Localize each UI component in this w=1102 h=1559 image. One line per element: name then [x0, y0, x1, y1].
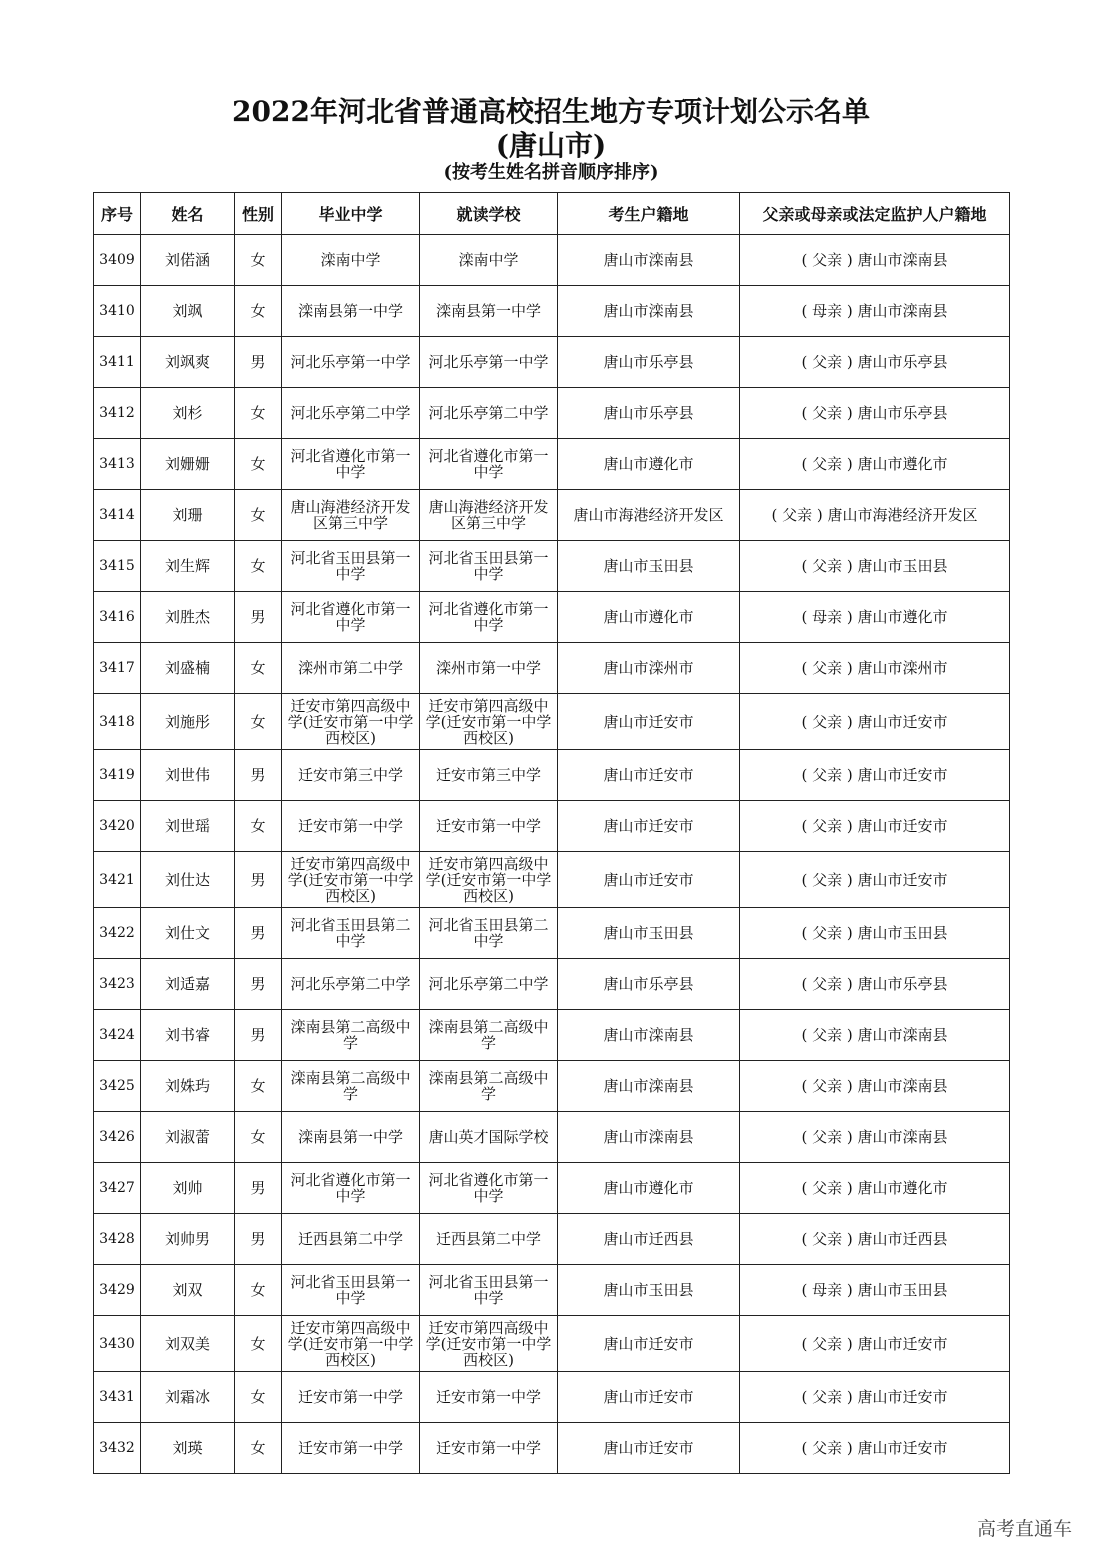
cell-name: 刘瑛 — [141, 1423, 235, 1474]
cell-gender: 女 — [235, 1265, 282, 1316]
cell-current-school: 迁安市第一中学 — [420, 801, 558, 852]
cell-gender: 男 — [235, 852, 282, 908]
table-row — [94, 1112, 1010, 1163]
cell-student-hukou: 唐山市滦南县 — [558, 1010, 740, 1061]
cell-name: 刘施彤 — [141, 694, 235, 750]
table-row — [94, 959, 1010, 1010]
cell-name: 刘帅男 — [141, 1214, 235, 1265]
table-row — [94, 592, 1010, 643]
watermark: 高考直通车 — [976, 1518, 1072, 1540]
column-header-current-school: 就读学校 — [420, 193, 558, 235]
cell-current-school: 河北乐亭第二中学 — [420, 959, 558, 1010]
cell-seq: 3412 — [94, 388, 141, 439]
cell-student-hukou: 唐山市迁安市 — [558, 801, 740, 852]
cell-parent-hukou: ( 父亲 ) 唐山市迁安市 — [740, 1316, 1010, 1372]
cell-name: 刘书睿 — [141, 1010, 235, 1061]
cell-seq: 3410 — [94, 286, 141, 337]
cell-current-school: 河北省遵化市第一中学 — [420, 439, 558, 490]
cell-name: 刘胜杰 — [141, 592, 235, 643]
cell-gender: 男 — [235, 908, 282, 959]
table-row — [94, 235, 1010, 286]
cell-seq: 3432 — [94, 1423, 141, 1474]
table-row — [94, 1372, 1010, 1423]
cell-graduation-school: 迁安市第四高级中学(迁安市第一中学西校区) — [282, 1316, 420, 1372]
cell-graduation-school: 河北乐亭第二中学 — [282, 959, 420, 1010]
cell-student-hukou: 唐山市乐亭县 — [558, 337, 740, 388]
cell-gender: 男 — [235, 337, 282, 388]
cell-current-school: 迁安市第四高级中学(迁安市第一中学西校区) — [420, 852, 558, 908]
cell-gender: 女 — [235, 1061, 282, 1112]
cell-name: 刘珊 — [141, 490, 235, 541]
cell-gender: 女 — [235, 235, 282, 286]
cell-name: 刘仕达 — [141, 852, 235, 908]
cell-graduation-school: 河北乐亭第二中学 — [282, 388, 420, 439]
cell-parent-hukou: ( 父亲 ) 唐山市遵化市 — [740, 439, 1010, 490]
table-row — [94, 694, 1010, 750]
cell-parent-hukou: ( 父亲 ) 唐山市迁安市 — [740, 801, 1010, 852]
cell-current-school: 滦南中学 — [420, 235, 558, 286]
table-row — [94, 643, 1010, 694]
table-row — [94, 1316, 1010, 1372]
cell-current-school: 滦南县第二高级中学 — [420, 1010, 558, 1061]
table-row — [94, 286, 1010, 337]
table-row — [94, 388, 1010, 439]
cell-student-hukou: 唐山市滦南县 — [558, 1112, 740, 1163]
cell-student-hukou: 唐山市玉田县 — [558, 908, 740, 959]
cell-parent-hukou: ( 父亲 ) 唐山市乐亭县 — [740, 337, 1010, 388]
column-header-name: 姓名 — [141, 193, 235, 235]
cell-graduation-school: 迁安市第一中学 — [282, 1423, 420, 1474]
cell-seq: 3421 — [94, 852, 141, 908]
cell-graduation-school: 迁安市第一中学 — [282, 801, 420, 852]
cell-gender: 女 — [235, 1112, 282, 1163]
cell-name: 刘姗姗 — [141, 439, 235, 490]
cell-name: 刘世瑶 — [141, 801, 235, 852]
column-header-seq: 序号 — [94, 193, 141, 235]
cell-gender: 男 — [235, 1010, 282, 1061]
cell-student-hukou: 唐山市迁安市 — [558, 694, 740, 750]
cell-parent-hukou: ( 父亲 ) 唐山市迁安市 — [740, 1423, 1010, 1474]
cell-current-school: 迁安市第四高级中学(迁安市第一中学西校区) — [420, 1316, 558, 1372]
table-row — [94, 750, 1010, 801]
table-row — [94, 852, 1010, 908]
cell-seq: 3428 — [94, 1214, 141, 1265]
cell-parent-hukou: ( 父亲 ) 唐山市迁西县 — [740, 1214, 1010, 1265]
cell-current-school: 河北乐亭第二中学 — [420, 388, 558, 439]
cell-current-school: 滦南县第一中学 — [420, 286, 558, 337]
cell-student-hukou: 唐山市迁安市 — [558, 852, 740, 908]
cell-parent-hukou: ( 母亲 ) 唐山市玉田县 — [740, 1265, 1010, 1316]
cell-parent-hukou: ( 父亲 ) 唐山市乐亭县 — [740, 388, 1010, 439]
cell-current-school: 唐山海港经济开发区第三中学 — [420, 490, 558, 541]
cell-seq: 3418 — [94, 694, 141, 750]
cell-graduation-school: 迁安市第四高级中学(迁安市第一中学西校区) — [282, 694, 420, 750]
table-row — [94, 1061, 1010, 1112]
cell-current-school: 河北乐亭第一中学 — [420, 337, 558, 388]
cell-student-hukou: 唐山市迁西县 — [558, 1214, 740, 1265]
cell-graduation-school: 河北省遵化市第一中学 — [282, 592, 420, 643]
cell-name: 刘适嘉 — [141, 959, 235, 1010]
table-row — [94, 1163, 1010, 1214]
cell-student-hukou: 唐山市海港经济开发区 — [558, 490, 740, 541]
cell-current-school: 迁安市第一中学 — [420, 1372, 558, 1423]
cell-gender: 男 — [235, 750, 282, 801]
cell-name: 刘霜冰 — [141, 1372, 235, 1423]
cell-gender: 女 — [235, 388, 282, 439]
cell-student-hukou: 唐山市滦南县 — [558, 235, 740, 286]
cell-graduation-school: 迁西县第二中学 — [282, 1214, 420, 1265]
table-row — [94, 337, 1010, 388]
table-row — [94, 801, 1010, 852]
cell-gender: 女 — [235, 439, 282, 490]
table-row — [94, 541, 1010, 592]
cell-seq: 3429 — [94, 1265, 141, 1316]
cell-name: 刘世伟 — [141, 750, 235, 801]
cell-student-hukou: 唐山市玉田县 — [558, 1265, 740, 1316]
cell-student-hukou: 唐山市滦州市 — [558, 643, 740, 694]
cell-graduation-school: 滦南县第二高级中学 — [282, 1010, 420, 1061]
cell-name: 刘姝玙 — [141, 1061, 235, 1112]
column-header-gender: 性别 — [235, 193, 282, 235]
cell-graduation-school: 河北省遵化市第一中学 — [282, 439, 420, 490]
column-header-graduation-school: 毕业中学 — [282, 193, 420, 235]
cell-gender: 男 — [235, 592, 282, 643]
table-row — [94, 1214, 1010, 1265]
cell-gender: 女 — [235, 643, 282, 694]
column-header-parent-hukou: 父亲或母亲或法定监护人户籍地 — [740, 193, 1010, 235]
cell-gender: 女 — [235, 286, 282, 337]
cell-seq: 3417 — [94, 643, 141, 694]
cell-current-school: 迁安市第四高级中学(迁安市第一中学西校区) — [420, 694, 558, 750]
table-row — [94, 490, 1010, 541]
cell-parent-hukou: ( 父亲 ) 唐山市滦南县 — [740, 1112, 1010, 1163]
sort-note: (按考生姓名拼音顺序排序) — [443, 162, 659, 183]
cell-student-hukou: 唐山市迁安市 — [558, 750, 740, 801]
cell-current-school: 河北省玉田县第一中学 — [420, 1265, 558, 1316]
cell-seq: 3415 — [94, 541, 141, 592]
cell-parent-hukou: ( 父亲 ) 唐山市迁安市 — [740, 750, 1010, 801]
cell-gender: 女 — [235, 1423, 282, 1474]
column-header-student-hukou: 考生户籍地 — [558, 193, 740, 235]
cell-graduation-school: 滦南县第一中学 — [282, 1112, 420, 1163]
cell-gender: 女 — [235, 1316, 282, 1372]
cell-parent-hukou: ( 父亲 ) 唐山市迁安市 — [740, 694, 1010, 750]
page-title: 2022年河北省普通高校招生地方专项计划公示名单 — [232, 95, 870, 128]
cell-name: 刘盛楠 — [141, 643, 235, 694]
cell-current-school: 河北省玉田县第一中学 — [420, 541, 558, 592]
cell-student-hukou: 唐山市滦南县 — [558, 286, 740, 337]
cell-gender: 女 — [235, 490, 282, 541]
cell-name: 刘杉 — [141, 388, 235, 439]
cell-graduation-school: 滦南县第二高级中学 — [282, 1061, 420, 1112]
cell-gender: 女 — [235, 1372, 282, 1423]
cell-name: 刘双美 — [141, 1316, 235, 1372]
cell-graduation-school: 滦南县第一中学 — [282, 286, 420, 337]
table-row — [94, 1265, 1010, 1316]
cell-seq: 3426 — [94, 1112, 141, 1163]
table-row — [94, 1423, 1010, 1474]
cell-graduation-school: 迁安市第一中学 — [282, 1372, 420, 1423]
cell-parent-hukou: ( 母亲 ) 唐山市滦南县 — [740, 286, 1010, 337]
table-row — [94, 439, 1010, 490]
cell-seq: 3416 — [94, 592, 141, 643]
cell-current-school: 滦南县第二高级中学 — [420, 1061, 558, 1112]
cell-parent-hukou: ( 母亲 ) 唐山市遵化市 — [740, 592, 1010, 643]
cell-parent-hukou: ( 父亲 ) 唐山市乐亭县 — [740, 959, 1010, 1010]
cell-student-hukou: 唐山市乐亭县 — [558, 959, 740, 1010]
cell-graduation-school: 河北省玉田县第一中学 — [282, 541, 420, 592]
table-header-row — [94, 193, 1010, 235]
cell-current-school: 迁安市第三中学 — [420, 750, 558, 801]
cell-current-school: 迁西县第二中学 — [420, 1214, 558, 1265]
cell-graduation-school: 迁安市第四高级中学(迁安市第一中学西校区) — [282, 852, 420, 908]
cell-graduation-school: 河北省遵化市第一中学 — [282, 1163, 420, 1214]
cell-name: 刘飒爽 — [141, 337, 235, 388]
cell-name: 刘飒 — [141, 286, 235, 337]
cell-name: 刘帅 — [141, 1163, 235, 1214]
cell-seq: 3424 — [94, 1010, 141, 1061]
cell-student-hukou: 唐山市迁安市 — [558, 1423, 740, 1474]
cell-gender: 女 — [235, 541, 282, 592]
cell-graduation-school: 河北省玉田县第二中学 — [282, 908, 420, 959]
cell-parent-hukou: ( 父亲 ) 唐山市玉田县 — [740, 541, 1010, 592]
cell-gender: 男 — [235, 1214, 282, 1265]
cell-name: 刘仕文 — [141, 908, 235, 959]
cell-graduation-school: 河北省玉田县第一中学 — [282, 1265, 420, 1316]
cell-seq: 3427 — [94, 1163, 141, 1214]
cell-gender: 女 — [235, 694, 282, 750]
cell-graduation-school: 滦南中学 — [282, 235, 420, 286]
cell-graduation-school: 唐山海港经济开发区第三中学 — [282, 490, 420, 541]
page-subtitle: (唐山市) — [495, 129, 607, 162]
cell-seq: 3425 — [94, 1061, 141, 1112]
cell-seq: 3419 — [94, 750, 141, 801]
table-row — [94, 1010, 1010, 1061]
cell-seq: 3411 — [94, 337, 141, 388]
cell-parent-hukou: ( 父亲 ) 唐山市滦南县 — [740, 1010, 1010, 1061]
cell-parent-hukou: ( 父亲 ) 唐山市遵化市 — [740, 1163, 1010, 1214]
cell-current-school: 河北省玉田县第二中学 — [420, 908, 558, 959]
cell-seq: 3409 — [94, 235, 141, 286]
cell-seq: 3423 — [94, 959, 141, 1010]
cell-gender: 女 — [235, 801, 282, 852]
cell-graduation-school: 滦州市第二中学 — [282, 643, 420, 694]
cell-parent-hukou: ( 父亲 ) 唐山市滦州市 — [740, 643, 1010, 694]
cell-student-hukou: 唐山市乐亭县 — [558, 388, 740, 439]
cell-gender: 男 — [235, 959, 282, 1010]
cell-current-school: 唐山英才国际学校 — [420, 1112, 558, 1163]
table-row — [94, 908, 1010, 959]
cell-parent-hukou: ( 父亲 ) 唐山市海港经济开发区 — [740, 490, 1010, 541]
cell-current-school: 滦州市第一中学 — [420, 643, 558, 694]
cell-student-hukou: 唐山市滦南县 — [558, 1061, 740, 1112]
cell-gender: 男 — [235, 1163, 282, 1214]
cell-seq: 3431 — [94, 1372, 141, 1423]
cell-parent-hukou: ( 父亲 ) 唐山市迁安市 — [740, 852, 1010, 908]
cell-seq: 3430 — [94, 1316, 141, 1372]
roster-table — [93, 192, 1010, 1474]
cell-seq: 3414 — [94, 490, 141, 541]
cell-student-hukou: 唐山市遵化市 — [558, 439, 740, 490]
cell-seq: 3420 — [94, 801, 141, 852]
cell-name: 刘双 — [141, 1265, 235, 1316]
cell-parent-hukou: ( 父亲 ) 唐山市滦南县 — [740, 235, 1010, 286]
cell-current-school: 河北省遵化市第一中学 — [420, 1163, 558, 1214]
cell-seq: 3413 — [94, 439, 141, 490]
cell-student-hukou: 唐山市遵化市 — [558, 592, 740, 643]
cell-name: 刘偌涵 — [141, 235, 235, 286]
cell-parent-hukou: ( 父亲 ) 唐山市迁安市 — [740, 1372, 1010, 1423]
cell-student-hukou: 唐山市迁安市 — [558, 1372, 740, 1423]
cell-current-school: 迁安市第一中学 — [420, 1423, 558, 1474]
cell-graduation-school: 迁安市第三中学 — [282, 750, 420, 801]
cell-student-hukou: 唐山市遵化市 — [558, 1163, 740, 1214]
cell-name: 刘淑蕾 — [141, 1112, 235, 1163]
cell-parent-hukou: ( 父亲 ) 唐山市滦南县 — [740, 1061, 1010, 1112]
cell-graduation-school: 河北乐亭第一中学 — [282, 337, 420, 388]
cell-name: 刘生辉 — [141, 541, 235, 592]
cell-student-hukou: 唐山市玉田县 — [558, 541, 740, 592]
cell-parent-hukou: ( 父亲 ) 唐山市玉田县 — [740, 908, 1010, 959]
cell-student-hukou: 唐山市迁安市 — [558, 1316, 740, 1372]
cell-current-school: 河北省遵化市第一中学 — [420, 592, 558, 643]
cell-seq: 3422 — [94, 908, 141, 959]
